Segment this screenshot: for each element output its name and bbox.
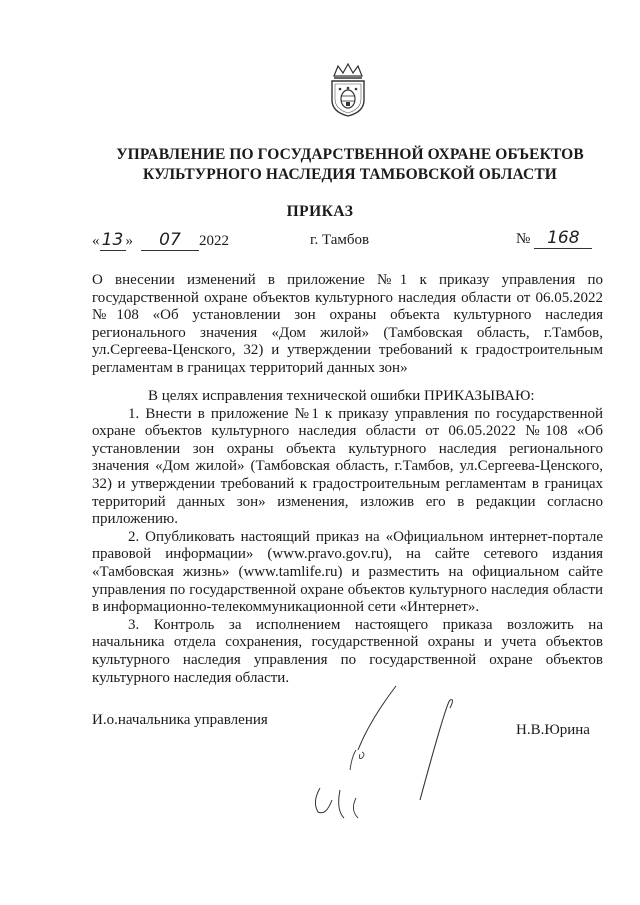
body-item-2: 2. Опубликовать настоящий приказ на «Официальном интернет-портале правовой информации» (www.pravo.gov.ru), на сайте сетевого издания «Тамбовская жизнь» (www.tamlife.ru) и разместить на официальном сайте управления по государственной охране объектов культурного наследия области в информационно-телекоммуникационной сети «Интернет». <box>92 528 603 616</box>
document-date <box>92 230 229 251</box>
signer-title: И.о.начальника управления <box>92 712 268 728</box>
organization-title-line2: КУЛЬТУРНОГО НАСЛЕДИЯ ТАМБОВСКОЙ ОБЛАСТИ <box>143 166 557 183</box>
organization-title <box>90 145 610 185</box>
tambov-coat-of-arms-icon <box>326 62 370 118</box>
number-prefix: № <box>516 231 531 247</box>
organization-title-line1: УПРАВЛЕНИЕ ПО ГОСУДАРСТВЕННОЙ ОХРАНЕ ОБЪЕКТОВ <box>116 146 584 163</box>
document-body <box>92 388 603 687</box>
document-city: г. Тамбов <box>310 232 370 248</box>
body-item-1: 1. Внести в приложение №1 к приказу управления по государственной охране объектов культурного наследия области от 06.05.2022 №108 «Об установлении зон охраны объекта культурного наследия регионального значения «Дом жилой» (Тамбовская область, г.Тамбов, ул.Сергеева-Ценского, 32) и утверждении требований к градостроительным регламентам в границах территорий данных зон» изменения, изложив его в редакции согласно приложению. <box>92 405 603 528</box>
document-subject: О внесении изменений в приложение №1 к приказу управления по государственной охране объектов культурного наследия области от 06.05.2022 №108 «Об установлении зон охраны объекта культурного наследия регионального значения «Дом жилой» (Тамбовская область, г.Тамбов, ул.Сергеева-Ценского, 32) и утверждении требований к градостроительным регламентам в границах территорий данных зон» <box>92 272 603 376</box>
date-day: 13 <box>100 230 126 251</box>
handwritten-signature-icon <box>300 680 490 840</box>
date-open-quote: « <box>92 233 100 249</box>
date-year: 2022 <box>199 233 229 249</box>
number-value: 168 <box>534 228 592 249</box>
document-type: ПРИКАЗ <box>286 203 354 220</box>
date-month: 07 <box>141 230 199 251</box>
date-close-quote: » <box>125 233 133 249</box>
signer-name: Н.В.Юрина <box>516 722 590 738</box>
body-item-3: 3. Контроль за исполнением настоящего приказа возложить на начальника отдела сохранения, государственной охраны и учета объектов культурного наследия управления по государственной охране объектов культурного наследия области. <box>92 616 603 686</box>
body-preamble: В целях исправления технической ошибки ПРИКАЗЫВАЮ: <box>148 388 535 404</box>
document-number <box>516 228 592 249</box>
